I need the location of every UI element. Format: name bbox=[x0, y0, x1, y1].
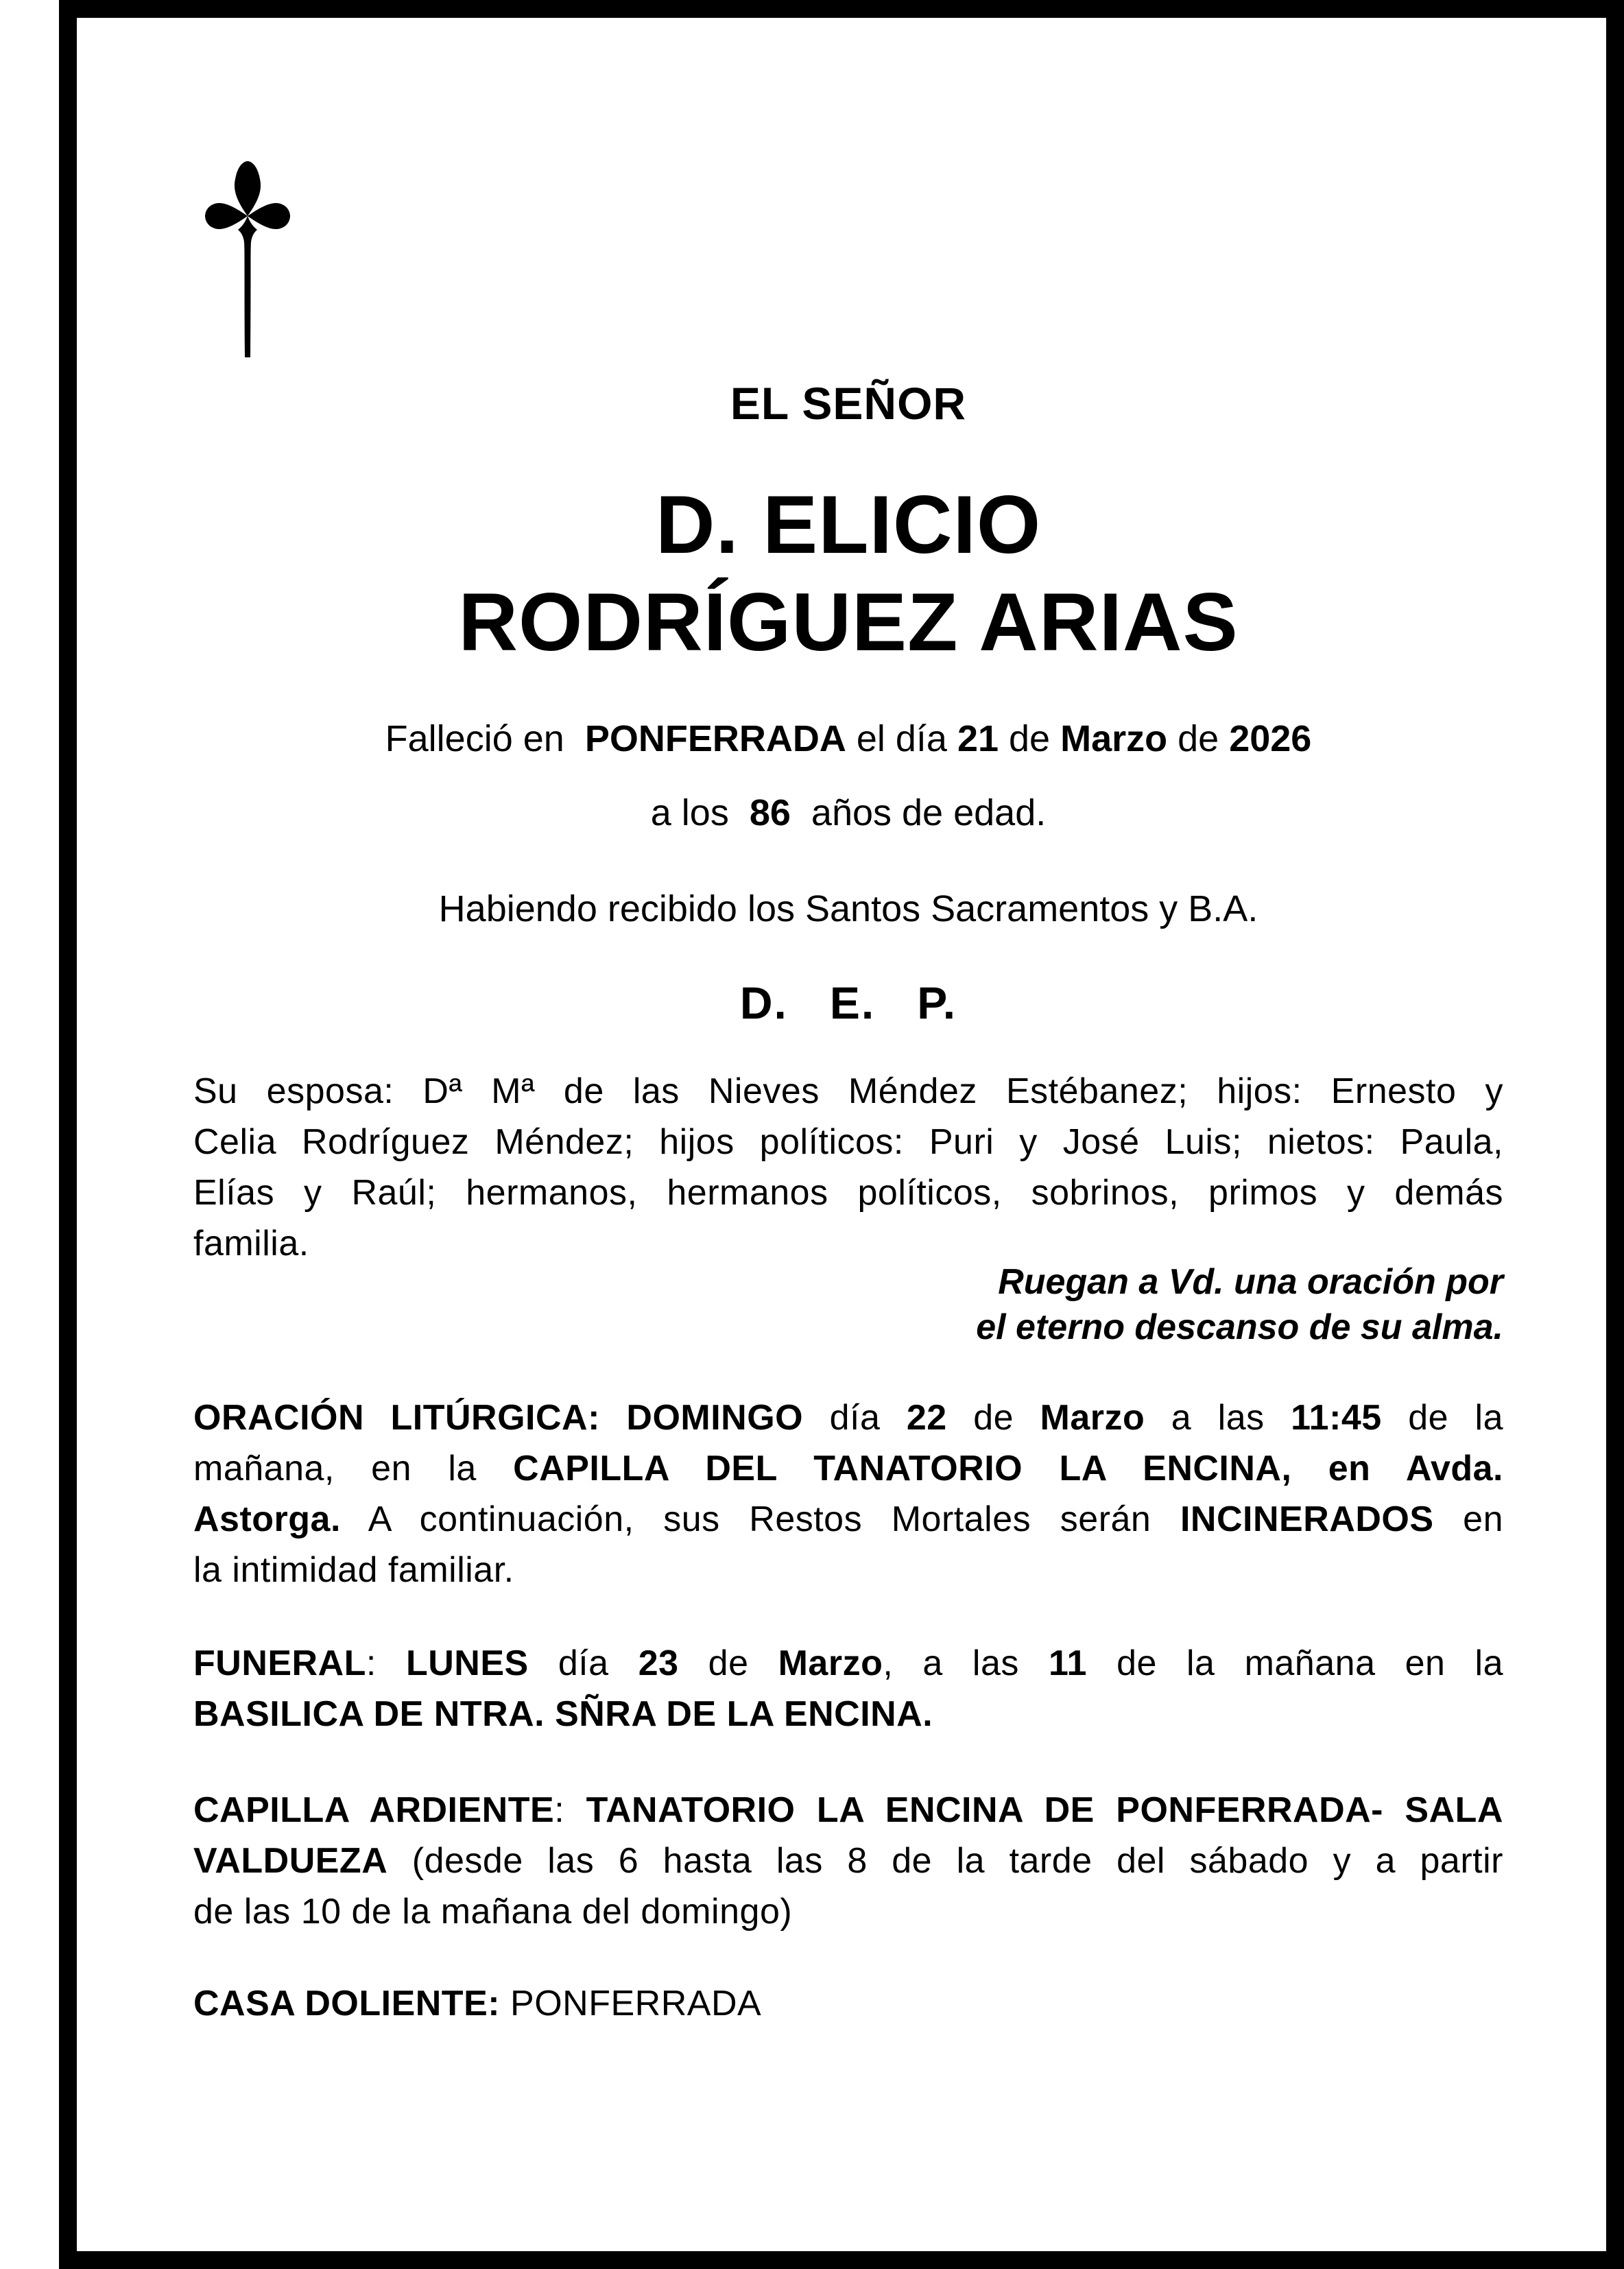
wake-paragraph bbox=[193, 1785, 1503, 1937]
liturgy-seg: A continuación, sus Restos Mortales serán bbox=[340, 1499, 1180, 1539]
liturgy-seg: 22 bbox=[906, 1398, 947, 1438]
wake-seg: TANATORIO LA ENCINA DE PONFERRADA- SALA bbox=[586, 1790, 1503, 1830]
funeral-paragraph bbox=[193, 1638, 1503, 1739]
liturgy-paragraph bbox=[193, 1392, 1503, 1595]
plea-line1: Ruegan a Vd. una oración por bbox=[998, 1262, 1503, 1302]
death-month: Marzo bbox=[1060, 718, 1168, 759]
liturgy-seg: día bbox=[803, 1398, 907, 1438]
wake-seg: (desde las 6 hasta las 8 de la tarde del sábado y a partir bbox=[387, 1841, 1503, 1881]
mourning-value: PONFERRADA bbox=[500, 1984, 762, 2023]
wake-seg: VALDUEZA bbox=[193, 1841, 388, 1881]
mourning-label: CASA DOLIENTE: bbox=[193, 1984, 501, 2023]
family-line: Celia Rodríguez Méndez; hijos políticos: Puri y José Luis; nietos: Paula, bbox=[193, 1122, 1503, 1162]
death-year: 2026 bbox=[1229, 718, 1312, 759]
death-seg: el día bbox=[846, 718, 957, 759]
deceased-name-line1: D. ELICIO bbox=[655, 479, 1042, 571]
liturgy-seg: INCINERADOS bbox=[1180, 1499, 1434, 1539]
family-line: Su esposa: Dª Mª de las Nieves Méndez Estébanez; hijos: Ernesto y bbox=[193, 1071, 1503, 1111]
funeral-seg: 23 bbox=[638, 1643, 679, 1683]
wake-line bbox=[193, 1785, 1503, 1836]
deceased-name bbox=[193, 476, 1503, 671]
death-day: 21 bbox=[957, 718, 999, 759]
liturgy-seg: ORACIÓN LITÚRGICA: DOMINGO bbox=[193, 1398, 804, 1438]
memorial-cross-icon bbox=[205, 156, 290, 361]
liturgy-seg: en bbox=[1433, 1499, 1503, 1539]
mourning-border bbox=[59, 0, 1624, 2269]
liturgy-seg: de bbox=[946, 1398, 1040, 1438]
death-seg: Falleció en bbox=[385, 718, 585, 759]
honorific-title: EL SEÑOR bbox=[730, 378, 967, 429]
wake-seg: CAPILLA ARDIENTE bbox=[193, 1790, 555, 1830]
death-place: PONFERRADA bbox=[584, 718, 846, 759]
liturgy-seg: de la bbox=[1381, 1398, 1504, 1438]
liturgy-seg: mañana, en la bbox=[193, 1449, 514, 1488]
wake-seg: : bbox=[554, 1790, 586, 1830]
liturgy-line: la intimidad familiar. bbox=[193, 1550, 514, 1590]
mourning-house-line bbox=[193, 1978, 1503, 2029]
funeral-seg: de la mañana en la bbox=[1086, 1643, 1503, 1683]
funeral-line bbox=[193, 1638, 1503, 1689]
liturgy-line bbox=[193, 1392, 1503, 1443]
funeral-line: BASILICA DE NTRA. SÑRA DE LA ENCINA. bbox=[193, 1694, 933, 1734]
deceased-name-line2: RODRÍGUEZ ARIAS bbox=[458, 576, 1239, 668]
funeral-seg: día bbox=[528, 1643, 638, 1683]
age-line bbox=[193, 792, 1503, 834]
age-seg: a los bbox=[650, 792, 750, 833]
wake-line: de las 10 de la mañana del domingo) bbox=[193, 1892, 793, 1932]
liturgy-line bbox=[193, 1443, 1503, 1494]
liturgy-seg: Marzo bbox=[1040, 1398, 1145, 1438]
age-seg: años de edad. bbox=[790, 792, 1047, 833]
funeral-seg: , a las bbox=[883, 1643, 1049, 1683]
dep-abbreviation: D. E. P. bbox=[739, 977, 957, 1028]
family-paragraph bbox=[193, 1066, 1503, 1269]
funeral-seg: LUNES bbox=[405, 1643, 529, 1683]
funeral-seg: : bbox=[366, 1643, 406, 1683]
funeral-seg: Marzo bbox=[778, 1643, 883, 1683]
family-line: familia. bbox=[193, 1224, 309, 1263]
age-value: 86 bbox=[749, 792, 791, 833]
plea-line2: el eterno descanso de su alma. bbox=[976, 1307, 1503, 1347]
liturgy-seg: Astorga. bbox=[193, 1499, 341, 1539]
death-seg: de bbox=[999, 718, 1061, 759]
funeral-seg: de bbox=[678, 1643, 778, 1683]
liturgy-line bbox=[193, 1494, 1503, 1545]
death-seg: de bbox=[1167, 718, 1230, 759]
liturgy-seg: a las bbox=[1145, 1398, 1291, 1438]
death-date-line bbox=[193, 717, 1503, 760]
sacraments-line: Habiendo recibido los Santos Sacramentos y B.A. bbox=[438, 888, 1258, 929]
wake-line bbox=[193, 1836, 1503, 1886]
liturgy-seg: 11:45 bbox=[1291, 1398, 1382, 1438]
prayer-plea bbox=[193, 1259, 1503, 1350]
family-line: Elías y Raúl; hermanos, hermanos políticos, sobrinos, primos y demás bbox=[193, 1173, 1503, 1213]
funeral-seg: FUNERAL bbox=[193, 1643, 366, 1683]
funeral-seg: 11 bbox=[1048, 1643, 1087, 1683]
liturgy-seg: CAPILLA DEL TANATORIO LA ENCINA, en Avda. bbox=[513, 1449, 1503, 1488]
